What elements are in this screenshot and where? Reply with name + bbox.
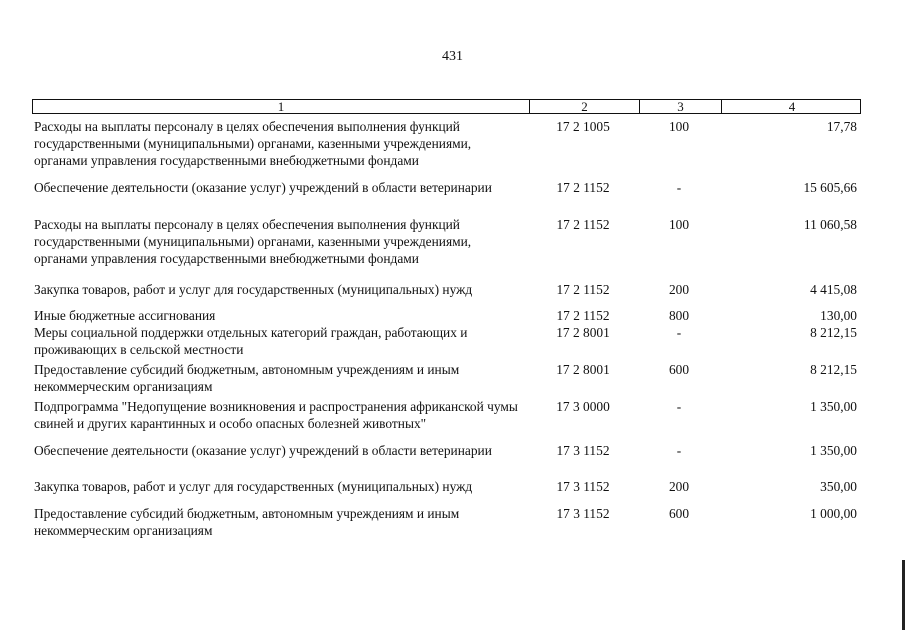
- row-amount: 1 350,00: [810, 443, 857, 458]
- row-description: Обеспечение деятельности (оказание услуг) учреждений в области ветеринарии: [34, 443, 492, 458]
- row-description: Расходы на выплаты персоналу в целях обеспечения выполнения функций государственными (муниципальными) органами, казенными учреждениями, органами управления государственными внебюджетными фондами: [34, 119, 472, 168]
- row-description: Предоставление субсидий бюджетным, автономным учреждениям и иным некоммерческим организациям: [34, 362, 460, 394]
- row-type: 600: [668, 362, 690, 377]
- row-code: 17 2 1152: [556, 217, 610, 232]
- row-code: 17 3 1152: [556, 443, 610, 458]
- row-type: 100: [668, 119, 690, 134]
- table-header-row: [32, 99, 861, 114]
- row-code: 17 3 1152: [556, 479, 610, 494]
- row-description: Расходы на выплаты персоналу в целях обеспечения выполнения функций государственными (муниципальными) органами, казенными учреждениями, органами управления государственными внебюджетными фондами: [34, 217, 472, 266]
- row-description: Иные бюджетные ассигнования: [34, 308, 216, 323]
- row-amount: 1 350,00: [810, 399, 857, 414]
- row-description: Меры социальной поддержки отдельных категорий граждан, работающих и проживающих в сельской местности: [34, 325, 468, 357]
- row-amount: 8 212,15: [810, 325, 857, 340]
- row-type: 100: [668, 217, 690, 232]
- row-type: 600: [668, 506, 690, 521]
- row-description: Предоставление субсидий бюджетным, автономным учреждениям и иным некоммерческим организациям: [34, 506, 460, 538]
- row-description: Закупка товаров, работ и услуг для государственных (муниципальных) нужд: [34, 479, 473, 494]
- row-type: 200: [668, 479, 690, 494]
- row-amount: 8 212,15: [810, 362, 857, 377]
- row-amount: 1 000,00: [810, 506, 857, 521]
- row-code: 17 2 8001: [556, 362, 610, 377]
- row-type: 800: [668, 308, 690, 323]
- budget-table: [32, 99, 861, 538]
- row-code: 17 2 1152: [556, 282, 610, 297]
- row-code: 17 3 1152: [556, 506, 610, 521]
- column-header-1: 1: [277, 99, 285, 114]
- column-header-4: 4: [721, 100, 862, 113]
- column-header-2: 2: [529, 100, 639, 113]
- row-code: 17 2 1005: [556, 119, 610, 134]
- row-amount: 4 415,08: [810, 282, 857, 297]
- row-type: -: [676, 180, 682, 195]
- page-number: 431: [442, 49, 463, 64]
- row-type: 200: [668, 282, 690, 297]
- row-amount: 15 605,66: [803, 180, 857, 195]
- row-code: 17 2 1152: [556, 180, 610, 195]
- row-code: 17 2 1152: [556, 308, 610, 323]
- row-description: Обеспечение деятельности (оказание услуг) учреждений в области ветеринарии: [34, 180, 492, 195]
- row-type: -: [676, 399, 682, 414]
- row-amount: 350,00: [820, 479, 857, 494]
- row-description: Подпрограмма "Недопущение возникновения и распространения африканской чумы свиней и других карантинных и особо опасных болезней животных": [34, 399, 518, 431]
- row-amount: 130,00: [820, 308, 857, 323]
- row-amount: 11 060,58: [803, 217, 857, 232]
- column-header-3: 3: [639, 100, 721, 113]
- row-description: Закупка товаров, работ и услуг для государственных (муниципальных) нужд: [34, 282, 473, 297]
- row-amount: 17,78: [826, 119, 857, 134]
- row-type: -: [676, 325, 682, 340]
- row-type: -: [676, 443, 682, 458]
- row-code: 17 2 8001: [556, 325, 610, 340]
- row-code: 17 3 0000: [556, 399, 610, 414]
